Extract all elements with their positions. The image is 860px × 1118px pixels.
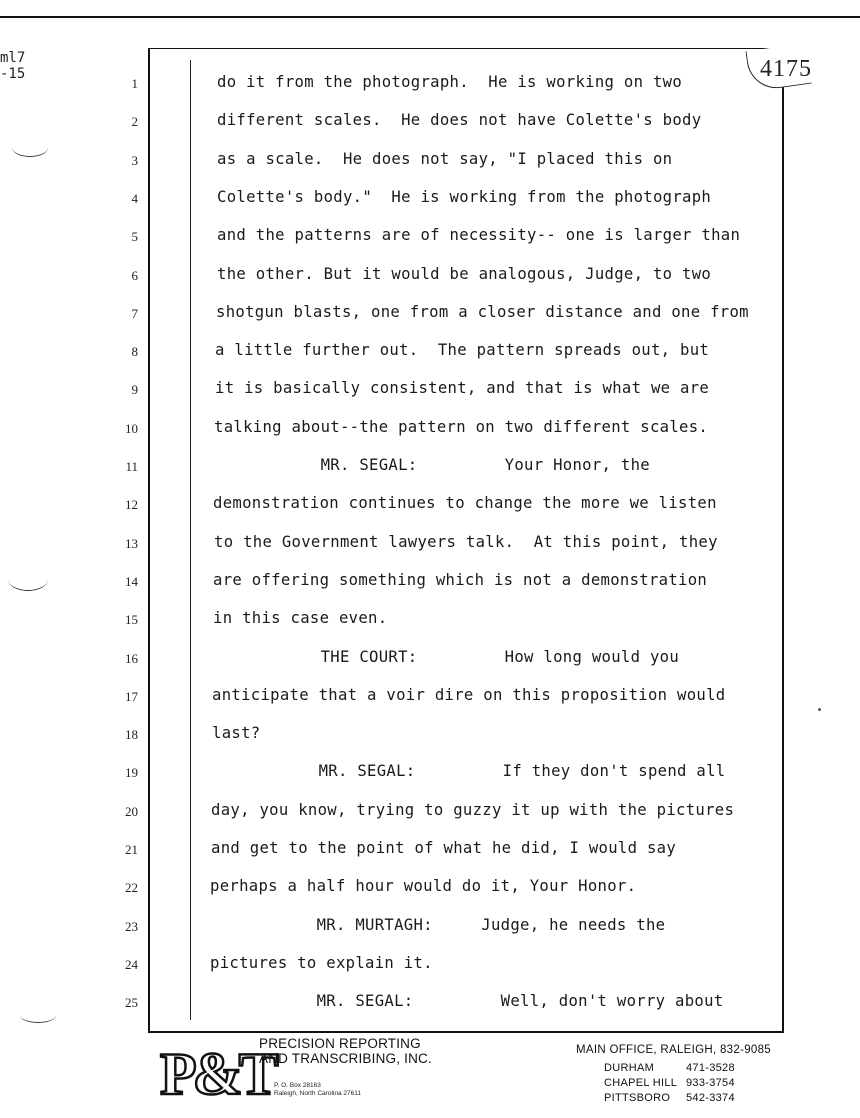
transcript-line: a little further out. The pattern spreads out, but: [215, 341, 710, 360]
transcript-line: anticipate that a voir dire on this proposition would: [212, 685, 726, 704]
transcript-line: different scales. He does not have Colette's body: [217, 111, 702, 130]
line-number: 12: [125, 497, 138, 513]
margin-tick-mark: [12, 138, 48, 157]
transcript-line: MR. SEGAL: Well, don't worry about: [210, 992, 724, 1011]
branch-city: CHAPEL HILL: [604, 1077, 678, 1089]
line-number: 24: [125, 956, 138, 972]
transcript-line: in this case even.: [213, 609, 388, 628]
transcript-line: pictures to explain it.: [210, 953, 433, 972]
line-number: 15: [125, 612, 138, 628]
transcript-line: as a scale. He does not say, "I placed this on: [217, 149, 673, 168]
line-number: 8: [131, 344, 138, 360]
company-city: Raleigh, North Carolina 27611: [274, 1090, 361, 1097]
transcript-line: Colette's body." He is working from the photograph: [217, 187, 712, 206]
transcript-line: the other. But it would be analogous, Judge, to two: [217, 264, 712, 283]
line-number: 7: [131, 305, 138, 321]
line-number: 9: [131, 382, 138, 398]
transcript-line: and the patterns are of necessity-- one is larger than: [217, 226, 741, 245]
transcript-line: MR. SEGAL: Your Honor, the: [214, 456, 650, 474]
company-name-line-1: PRECISION REPORTING: [259, 1036, 421, 1051]
line-number: 18: [125, 727, 138, 743]
scan-speck: [818, 708, 821, 711]
line-number: 6: [131, 267, 138, 283]
transcript-line: THE COURT: How long would you: [214, 647, 680, 666]
branch-city: DURHAM: [604, 1062, 655, 1074]
margin-tick-mark: [20, 1008, 56, 1023]
company-name-line-2: AND TRANSCRIBING, INC.: [259, 1051, 432, 1066]
line-number: 25: [125, 995, 138, 1011]
line-number: 21: [125, 842, 138, 857]
line-number: 23: [125, 918, 138, 934]
transcript-line: talking about--the pattern on two different scales.: [214, 417, 709, 436]
transcript-line: to the Government lawyers talk. At this point, they: [214, 532, 718, 551]
line-number: 17: [125, 688, 138, 704]
company-po-box: P. O. Box 28163: [274, 1082, 321, 1089]
transcript-line: demonstration continues to change the more we listen: [213, 494, 717, 513]
line-number: 14: [125, 573, 138, 589]
company-name: [259, 1036, 432, 1066]
margin-code-line-2: -15: [0, 66, 26, 82]
company-address: [274, 1082, 361, 1098]
transcript-line: and get to the point of what he did, I would say: [211, 839, 677, 857]
branch-phone: 471-3528: [686, 1062, 735, 1074]
transcript-line: MR. SEGAL: If they don't spend all: [212, 762, 726, 781]
margin-code-line-1: ml7: [0, 50, 26, 66]
branch-phone: 933-3754: [686, 1077, 735, 1089]
transcript-line: last?: [212, 724, 261, 743]
transcript-line: are offering something which is not a demonstration: [213, 570, 708, 589]
line-number: 3: [131, 152, 138, 168]
line-number-rule: [190, 60, 191, 1020]
transcript-line: shotgun blasts, one from a closer distance and one from: [216, 302, 749, 321]
line-number: 16: [125, 650, 138, 666]
transcript-line: perhaps a half hour would do it, Your Honor.: [210, 877, 637, 896]
page-top-rule: [0, 0, 860, 18]
line-number: 1: [131, 76, 138, 91]
line-number: 11: [125, 459, 138, 474]
line-number: 5: [131, 229, 138, 245]
company-logo: P&T: [160, 1041, 275, 1107]
transcript-line: do it from the photograph. He is working on two: [217, 73, 683, 91]
line-number: 22: [125, 880, 138, 896]
margin-code: [0, 50, 25, 82]
branch-city: PITTSBORO: [604, 1092, 671, 1104]
page-number: 4175: [760, 56, 812, 82]
line-number: 13: [125, 535, 138, 551]
line-number: 10: [125, 420, 138, 436]
transcript-line: day, you know, trying to guzzy it up with the pictures: [211, 800, 735, 819]
branch-phone: 542-3374: [686, 1092, 735, 1104]
main-office: MAIN OFFICE, RALEIGH, 832-9085: [576, 1044, 771, 1056]
transcript-line: it is basically consistent, and that is what we are: [215, 379, 710, 398]
line-number: 19: [125, 765, 138, 781]
line-number: 4: [131, 190, 138, 206]
transcript-line: MR. MURTAGH: Judge, he needs the: [210, 915, 666, 934]
line-number: 20: [125, 803, 138, 819]
line-number: 2: [131, 114, 138, 130]
reporter-footer: [0, 1030, 860, 1118]
margin-tick-mark: [8, 568, 48, 591]
